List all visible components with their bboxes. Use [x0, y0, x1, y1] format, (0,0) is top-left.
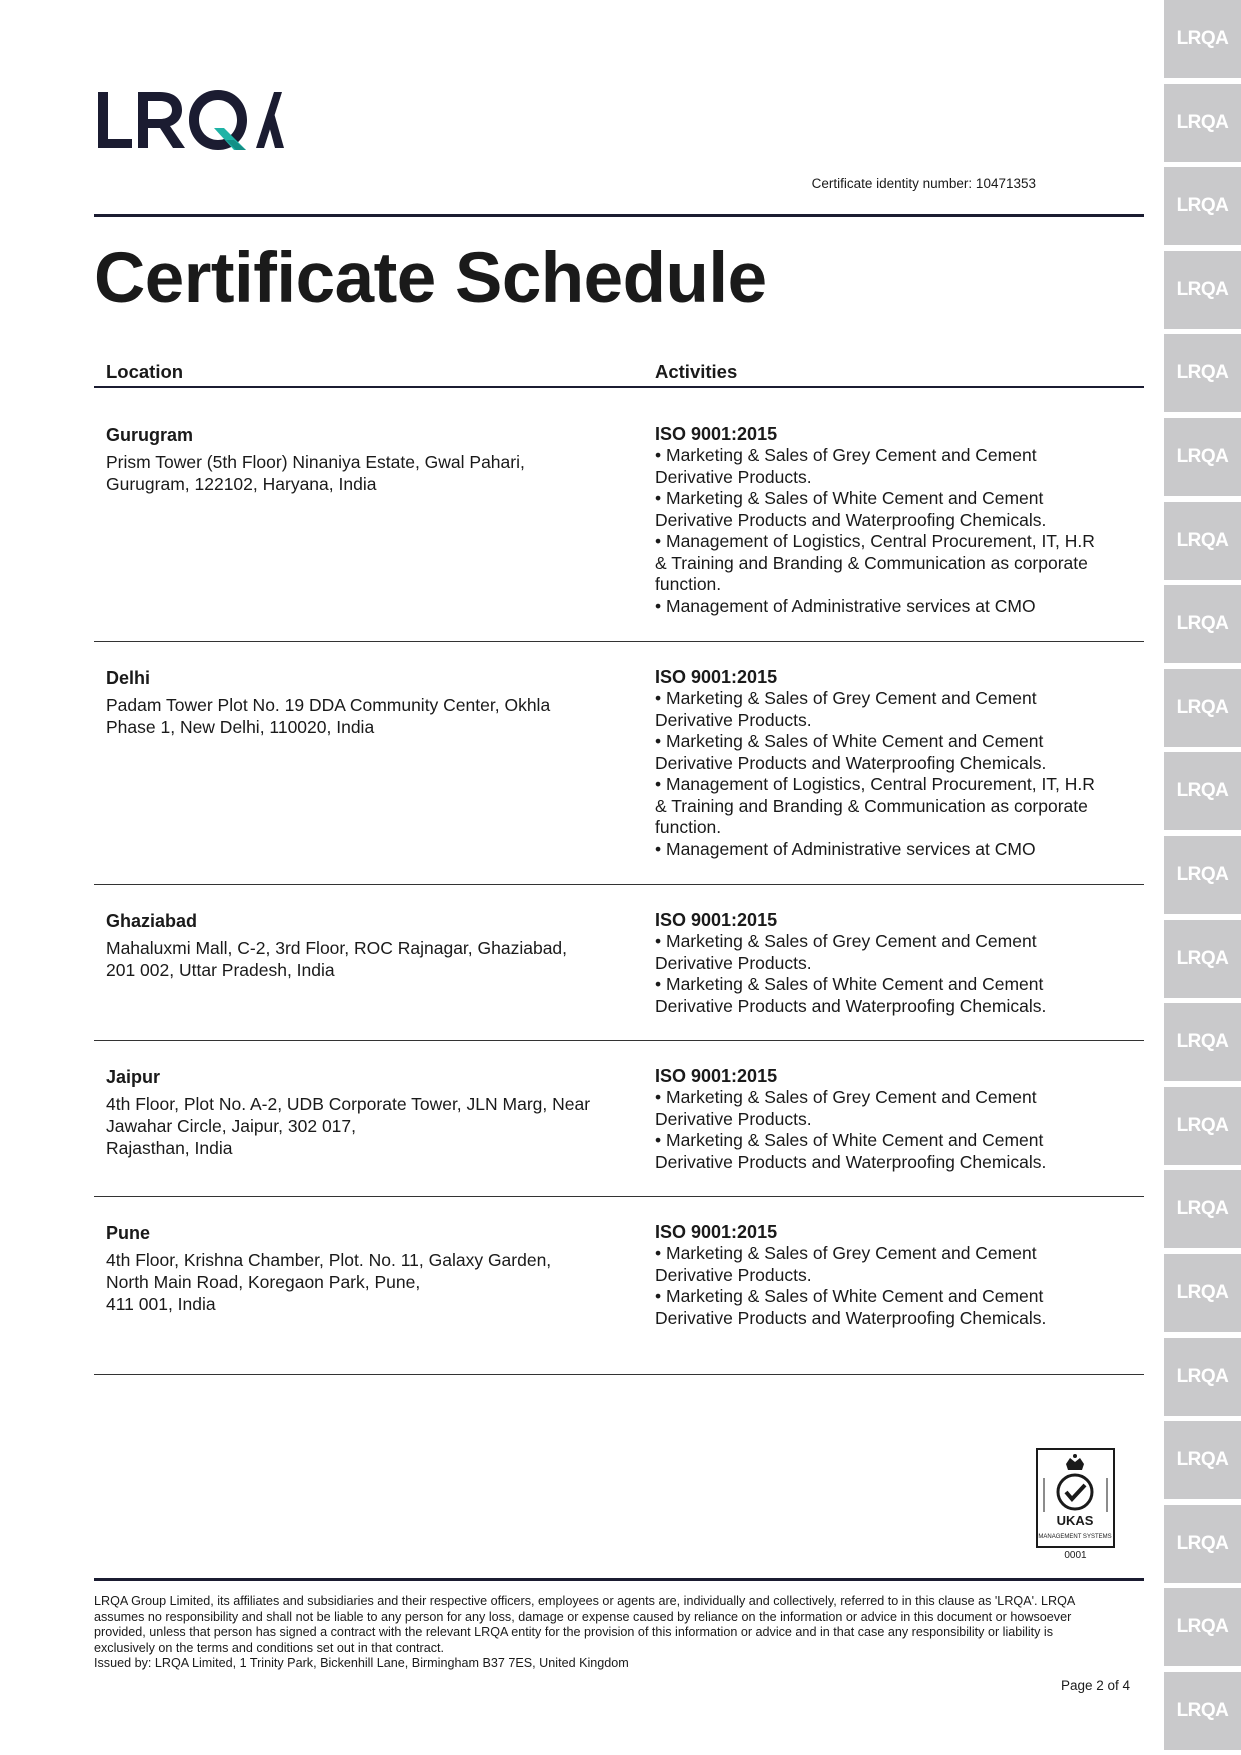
side-tab-strip — [1164, 0, 1241, 1755]
side-tab: LRQA — [1164, 752, 1241, 830]
side-tab: LRQA — [1164, 920, 1241, 998]
standard-label: ISO 9001:2015 — [655, 1066, 778, 1086]
activity-line: • Marketing & Sales of Grey Cement and Cement — [655, 445, 1037, 465]
address-line: 4th Floor, Plot No. A-2, UDB Corporate Tower, JLN Marg, Near — [106, 1094, 591, 1114]
activities-cell — [655, 667, 1135, 860]
certificate-identity-number: Certificate identity number: 10471353 — [811, 176, 1036, 191]
location-cell — [106, 910, 646, 981]
location-name: Gurugram — [106, 425, 194, 445]
side-tab: LRQA — [1164, 251, 1241, 329]
location-address — [106, 1093, 646, 1159]
disclaimer-line: provided, unless that person has signed a contract with the relevant LRQA entity for the provision of this information or advice and in that case any responsibility or liability is — [94, 1625, 1054, 1639]
side-tab: LRQA — [1164, 167, 1241, 245]
side-tab: LRQA — [1164, 1505, 1241, 1583]
table-header-rule — [94, 386, 1144, 388]
side-tab: LRQA — [1164, 1338, 1241, 1416]
address-line: Mahaluxmi Mall, C-2, 3rd Floor, ROC Rajnagar, Ghaziabad, — [106, 938, 568, 958]
activity-line: Derivative Products. — [655, 466, 812, 487]
activity-line: & Training and Branding & Communication as corporate — [655, 795, 1088, 816]
activities-cell — [655, 1222, 1135, 1329]
standard-label: ISO 9001:2015 — [655, 910, 778, 930]
disclaimer-line: assumes no responsibility and shall not be liable to any person for any loss, damage or expense caused by reliance on the information or advice in this document or howsoever — [94, 1609, 1072, 1624]
page-number: Page 2 of 4 — [1060, 1678, 1130, 1693]
activity-line: Derivative Products and Waterproofing Chemicals. — [655, 1307, 1047, 1328]
location-address — [106, 694, 646, 738]
standard-label: ISO 9001:2015 — [655, 1222, 778, 1242]
activities-cell — [655, 910, 1135, 1017]
row-divider — [94, 1196, 1144, 1197]
address-line: Padam Tower Plot No. 19 DDA Community Center, Okhla — [106, 695, 551, 715]
ukas-sub-text: MANAGEMENT SYSTEMS — [1038, 1534, 1112, 1540]
address-line: Jawahar Circle, Jaipur, 302 017, — [106, 1116, 356, 1136]
header-rule — [94, 214, 1144, 217]
row-divider — [94, 884, 1144, 885]
activity-line: Derivative Products. — [655, 952, 812, 973]
side-tab: LRQA — [1164, 669, 1241, 747]
activities-cell — [655, 1066, 1135, 1173]
location-address — [106, 451, 646, 495]
page-title: Certificate Schedule — [94, 239, 767, 318]
side-tab: LRQA — [1164, 334, 1241, 412]
location-address — [106, 937, 646, 981]
side-tab: LRQA — [1164, 1588, 1241, 1666]
table-bottom-rule — [94, 1374, 1144, 1375]
location-name: Jaipur — [106, 1067, 161, 1087]
location-cell — [106, 667, 646, 738]
activity-line: • Marketing & Sales of White Cement and Cement — [655, 731, 1044, 751]
side-tab: LRQA — [1164, 0, 1241, 78]
activity-line: • Marketing & Sales of White Cement and Cement — [655, 1286, 1044, 1306]
address-line: 201 002, Uttar Pradesh, India — [106, 960, 335, 980]
side-tab: LRQA — [1164, 418, 1241, 496]
activity-line: • Management of Logistics, Central Procurement, IT, H.R — [655, 774, 1095, 794]
side-tab: LRQA — [1164, 1421, 1241, 1499]
location-cell — [106, 424, 646, 495]
address-line: North Main Road, Koregaon Park, Pune, — [106, 1272, 421, 1292]
activity-line: • Marketing & Sales of Grey Cement and Cement — [655, 931, 1037, 951]
activity-line: Derivative Products. — [655, 709, 812, 730]
ukas-accreditation-mark — [1036, 1448, 1115, 1548]
activity-line: • Marketing & Sales of White Cement and Cement — [655, 974, 1044, 994]
location-cell — [106, 1066, 646, 1159]
side-tab: LRQA — [1164, 1254, 1241, 1332]
activity-line: • Marketing & Sales of Grey Cement and Cement — [655, 1087, 1037, 1107]
activity-line: Derivative Products and Waterproofing Chemicals. — [655, 995, 1047, 1016]
activity-line: • Management of Administrative services at CMO — [655, 595, 1036, 616]
address-line: Phase 1, New Delhi, 110020, India — [106, 717, 375, 737]
activity-line: Derivative Products and Waterproofing Chemicals. — [655, 509, 1047, 530]
location-name: Ghaziabad — [106, 911, 198, 931]
address-line: Gurugram, 122102, Haryana, India — [106, 474, 377, 494]
side-tab: LRQA — [1164, 836, 1241, 914]
side-tab: LRQA — [1164, 1170, 1241, 1248]
ukas-mark-text: UKAS — [1056, 1513, 1094, 1528]
side-tab: LRQA — [1164, 1672, 1241, 1750]
ukas-number: 0001 — [1064, 1550, 1087, 1561]
side-tab: LRQA — [1164, 502, 1241, 580]
address-line: Rajasthan, India — [106, 1138, 233, 1158]
location-name: Pune — [106, 1223, 151, 1243]
row-divider — [94, 641, 1144, 642]
address-line: 4th Floor, Krishna Chamber, Plot. No. 11, Galaxy Garden, — [106, 1250, 552, 1270]
activity-line: & Training and Branding & Communication as corporate — [655, 552, 1088, 573]
legal-disclaimer — [94, 1594, 1154, 1672]
row-divider — [94, 1040, 1144, 1041]
footer-rule — [94, 1578, 1144, 1581]
location-cell — [106, 1222, 646, 1315]
address-line: 411 001, India — [106, 1294, 216, 1314]
side-tab: LRQA — [1164, 1003, 1241, 1081]
lrqa-logo — [96, 88, 286, 152]
disclaimer-line: LRQA Group Limited, its affiliates and subsidiaries and their respective officers, employees or agents are, individually and collectively, referred to in this clause as 'LRQA'. LRQA — [94, 1594, 1076, 1608]
activity-line: • Marketing & Sales of Grey Cement and Cement — [655, 688, 1037, 708]
standard-label: ISO 9001:2015 — [655, 424, 778, 444]
activity-line: • Marketing & Sales of White Cement and Cement — [655, 1130, 1044, 1150]
activities-column-header: Activities — [655, 361, 738, 382]
activity-line: • Management of Logistics, Central Procurement, IT, H.R — [655, 531, 1095, 551]
activity-line: Derivative Products. — [655, 1264, 812, 1285]
activity-line: Derivative Products and Waterproofing Chemicals. — [655, 752, 1047, 773]
activity-line: • Marketing & Sales of Grey Cement and Cement — [655, 1243, 1037, 1263]
side-tab: LRQA — [1164, 1087, 1241, 1165]
activity-line: • Marketing & Sales of White Cement and Cement — [655, 488, 1044, 508]
location-name: Delhi — [106, 668, 151, 688]
issued-by-line: Issued by: LRQA Limited, 1 Trinity Park, Bickenhill Lane, Birmingham B37 7ES, United Kingdom — [94, 1656, 629, 1670]
activity-line: function. — [655, 817, 722, 837]
activity-line: Derivative Products. — [655, 1108, 812, 1129]
location-address — [106, 1249, 646, 1315]
disclaimer-line: exclusively on the terms and conditions set out in that contract. — [94, 1640, 445, 1655]
activity-line: • Management of Administrative services at CMO — [655, 838, 1036, 859]
activity-line: Derivative Products and Waterproofing Chemicals. — [655, 1151, 1047, 1172]
standard-label: ISO 9001:2015 — [655, 667, 778, 687]
activity-line: function. — [655, 574, 722, 594]
location-column-header: Location — [106, 361, 184, 382]
side-tab: LRQA — [1164, 585, 1241, 663]
address-line: Prism Tower (5th Floor) Ninaniya Estate, Gwal Pahari, — [106, 452, 525, 472]
side-tab: LRQA — [1164, 84, 1241, 162]
activities-cell — [655, 424, 1135, 617]
